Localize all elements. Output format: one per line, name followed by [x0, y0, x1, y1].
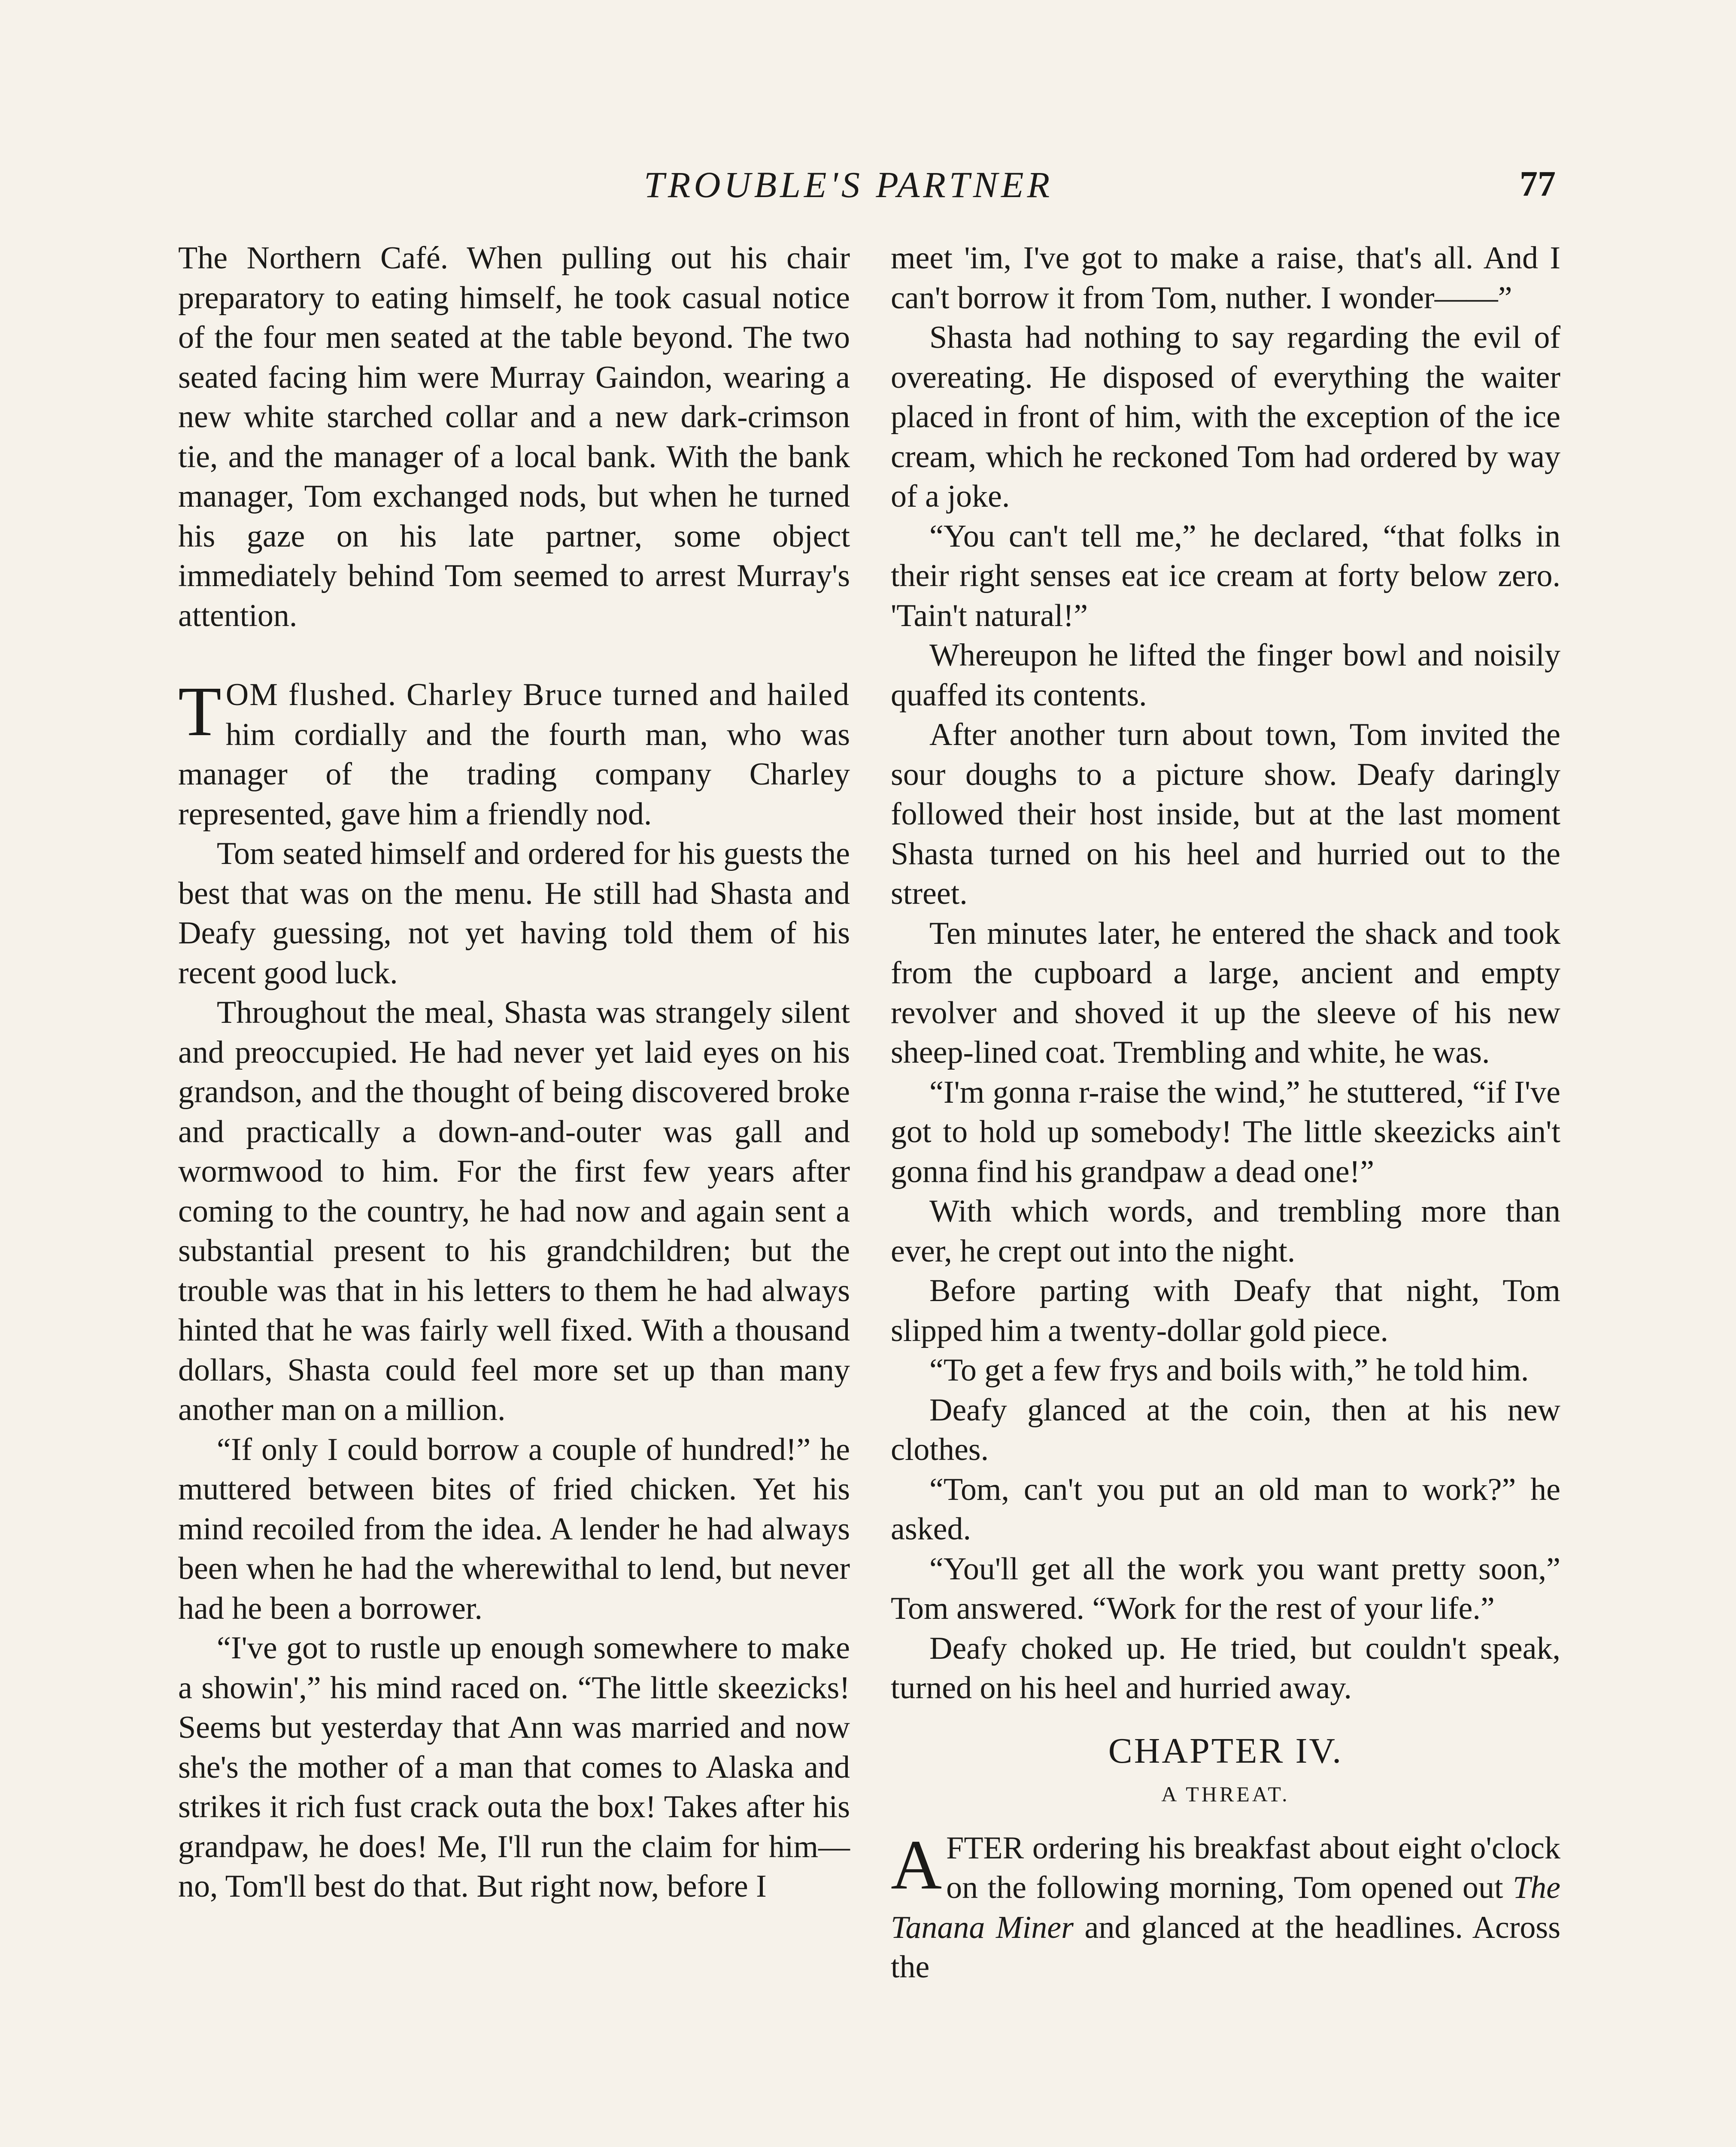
- paragraph: “I've got to rustle up enough somewhere to make a showin',” his mind raced on. “The little skeezicks! Seems but yesterday that Ann was married and now she's the mother of a man that comes to Alaska and strikes it rich fust crack outa the box! Takes after his grandpaw, he does! Me, I'll run the claim for him—no, Tom'll best do that. But right now, before I: [178, 1630, 850, 1904]
- paragraph: Shasta had nothing to say regarding the evil of overeating. He disposed of everything the waiter placed in front of him, with the exception of the ice cream, which he reckoned Tom had ordered by way of a joke.: [891, 320, 1560, 514]
- paragraph: Before parting with Deafy that night, Tom slipped him a twenty-dollar gold piece.: [891, 1273, 1560, 1348]
- paragraph: “Tom, can't you put an old man to work?” he asked.: [891, 1472, 1560, 1547]
- paragraph-dropcap: [891, 1825, 1560, 1987]
- paragraph: “If only I could borrow a couple of hundred!” he muttered between bites of fried chicken. Yet his mind recoiled from the idea. A lender he had always been when he had the wherewithal to lend, but never had he been a borrower.: [178, 1432, 850, 1626]
- paragraph: After another turn about town, Tom invited the sour doughs to a picture show. Deafy daringly followed their host inside, but at the last moment Shasta turned on his heel and hurried out to the street.: [891, 717, 1560, 911]
- paragraph: Whereupon he lifted the finger bowl and noisily quaffed its contents.: [891, 638, 1560, 713]
- paragraph: Deafy glanced at the coin, then at his new clothes.: [891, 1392, 1560, 1467]
- running-head: TROUBLE'S PARTNER: [644, 164, 1053, 205]
- left-column: [178, 238, 850, 1907]
- paragraph: With which words, and trembling more than ever, he crept out into the night.: [891, 1194, 1560, 1269]
- paragraph: “You can't tell me,” he declared, “that folks in their right senses eat ice cream at forty below zero. 'Tain't natural!”: [891, 518, 1560, 633]
- paragraph-dropcap: [178, 672, 850, 834]
- paragraph: The Northern Café. When pulling out his chair preparatory to eating himself, he took casual notice of the four men seated at the table beyond. The two seated facing him were Murray Gaindon, wearing a new white starched collar and a new dark-crimson tie, and the manager of a local bank. With the bank manager, Tom exchanged nods, but when he turned his gaze on his late partner, some object immediately behind Tom seemed to arrest Murray's attention.: [178, 240, 850, 633]
- paragraph-text: FTER ordering his breakfast about eight o'clock on the following morning, Tom opened out: [946, 1830, 1560, 1905]
- chapter-subtitle: A THREAT.: [1161, 1782, 1290, 1806]
- page-number: 77: [1520, 164, 1556, 204]
- right-column: [891, 238, 1560, 1987]
- paragraph: Ten minutes later, he entered the shack and took from the cupboard a large, ancient and empty revolver and shoved it up the sleeve of his new sheep-lined coat. Trembling and white, he was.: [891, 915, 1560, 1070]
- paragraph-text: and glanced at the headlines. Across the: [891, 1910, 1560, 1985]
- paragraph: “To get a few frys and boils with,” he told him.: [929, 1353, 1529, 1388]
- drop-cap: T: [178, 672, 222, 751]
- paragraph: “You'll get all the work you want pretty soon,” Tom answered. “Work for the rest of your life.”: [891, 1551, 1560, 1626]
- drop-cap: A: [891, 1825, 942, 1904]
- chapter-title: CHAPTER IV.: [1108, 1730, 1343, 1771]
- paragraph-text: OM flushed. Charley Bruce turned and hailed him cordially and the fourth man, who was manager of the trading company Charley represented, gave him a friendly nod.: [178, 677, 850, 832]
- paragraph: “I'm gonna r-raise the wind,” he stuttered, “if I've got to hold up somebody! The little skeezicks ain't gonna find his grandpaw a dead one!”: [891, 1074, 1560, 1189]
- newspaper-title: The Tanana Miner: [891, 1870, 1560, 1945]
- paragraph: Deafy choked up. He tried, but couldn't speak, turned on his heel and hurried away.: [891, 1630, 1560, 1706]
- paragraph: Throughout the meal, Shasta was strangely silent and preoccupied. He had never yet laid eyes on his grandson, and the thought of being discovered broke and practically a down-and-outer was gall and wormwood to him. For the first few years after coming to the country, he had now and again sent a substantial present to his grandchildren; but the trouble was that in his letters to them he had always hinted that he was fairly well fixed. With a thousand dollars, Shasta could feel more set up than many another man on a million.: [178, 995, 850, 1427]
- paragraph: meet 'im, I've got to make a raise, that's all. And I can't borrow it from Tom, nuther. I wonder——”: [891, 240, 1560, 316]
- paragraph: Tom seated himself and ordered for his guests the best that was on the menu. He still had Shasta and Deafy guessing, not yet having told them of his recent good luck.: [178, 836, 850, 991]
